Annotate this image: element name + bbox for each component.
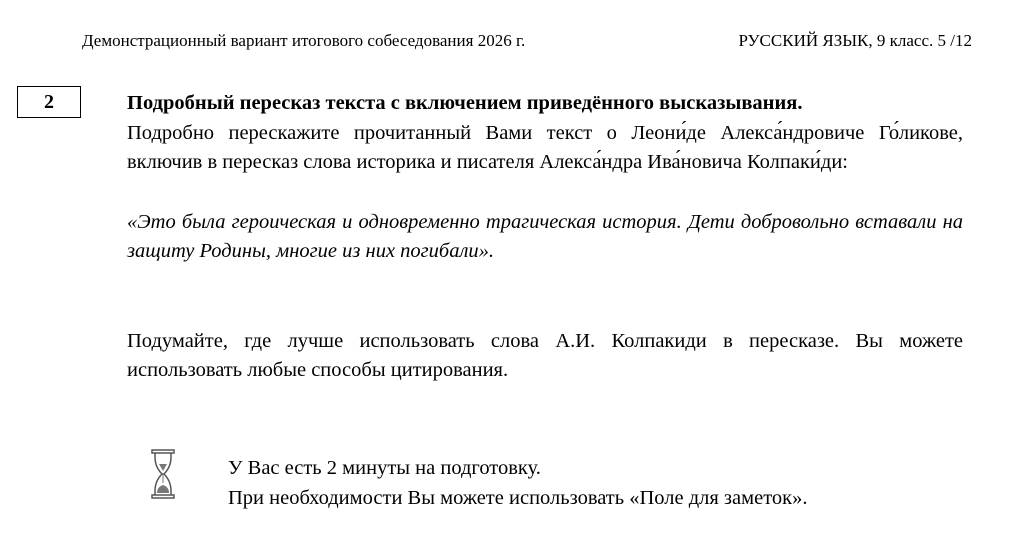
task-number: 2: [44, 90, 54, 113]
preparation-note: [140, 446, 970, 510]
task-tip: Подумайте, где лучше использовать слова А.И. Колпакиди в пересказе. Вы можете использовать любые способы цитирования.: [127, 329, 963, 381]
task-number-box: [17, 86, 81, 118]
note-line-prep-time: У Вас есть 2 минуты на подготовку.: [228, 457, 541, 479]
hourglass-icon: [151, 449, 175, 499]
note-text: [228, 454, 807, 513]
page-header-subject: РУССКИЙ ЯЗЫК, 9 класс. 5 /12: [738, 31, 972, 50]
page-header-title: Демонстрационный вариант итогового собеседования 2026 г.: [82, 31, 526, 50]
task-title: Подробный пересказ текста с включением приведённого высказывания.: [127, 92, 803, 114]
task-quote: «Это была героическая и одновременно трагическая история. Дети добровольно вставали на защиту Родины, многие из них погибали».: [127, 210, 963, 262]
note-line-notes-field: При необходимости Вы можете использовать «Поле для заметок».: [228, 486, 808, 509]
task-content: [127, 89, 963, 386]
task-instruction: Подробно перескажите прочитанный Вами текст о Леони́де Алекса́ндровиче Го́ликове, включив в пересказ слова историка и писателя Алекса́ндра Ива́новича Колпаки́ди:: [127, 121, 963, 173]
